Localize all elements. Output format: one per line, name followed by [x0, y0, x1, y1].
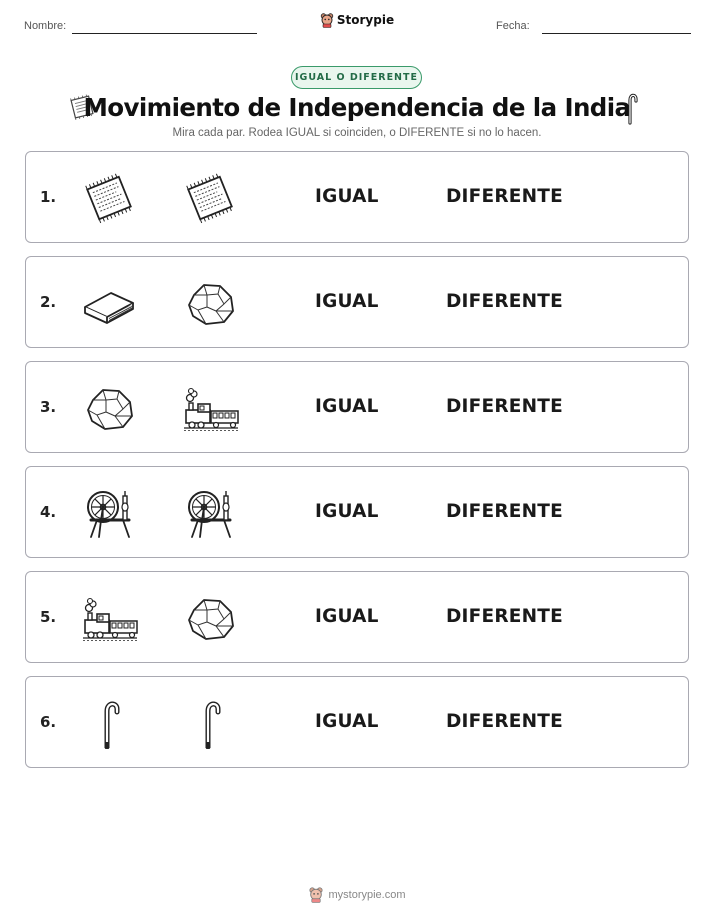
name-label: Nombre: — [24, 20, 67, 32]
option-same[interactable]: IGUAL — [315, 291, 379, 312]
walking-stick-icon — [180, 697, 240, 749]
option-same[interactable]: IGUAL — [315, 186, 379, 207]
rug-icon — [180, 172, 240, 224]
question-row — [25, 571, 689, 663]
option-same[interactable]: IGUAL — [315, 501, 379, 522]
name-line[interactable] — [72, 33, 257, 34]
rock-icon — [180, 592, 240, 644]
train-icon — [180, 382, 240, 434]
option-different[interactable]: DIFERENTE — [446, 711, 563, 732]
option-different[interactable]: DIFERENTE — [446, 186, 563, 207]
question-row — [25, 466, 689, 558]
option-different[interactable]: DIFERENTE — [446, 291, 563, 312]
brand — [0, 12, 714, 28]
book-icon — [79, 277, 139, 329]
question-row — [25, 361, 689, 453]
date-label: Fecha: — [496, 20, 530, 32]
question-number: 1. — [40, 188, 57, 206]
question-number: 5. — [40, 608, 57, 626]
footer-url[interactable]: mystorypie.com — [328, 888, 406, 901]
question-row — [25, 151, 689, 243]
train-icon — [79, 592, 139, 644]
walking-stick-icon — [79, 697, 139, 749]
page-title: Movimiento de Independencia de la India — [83, 93, 631, 122]
storypie-footer-logo-icon — [308, 886, 324, 903]
footer — [0, 886, 714, 903]
walking-stick-icon — [622, 91, 640, 129]
question-number: 6. — [40, 713, 57, 731]
storypie-logo-icon — [320, 12, 334, 28]
rug-icon — [79, 172, 139, 224]
question-number: 2. — [40, 293, 57, 311]
question-number: 3. — [40, 398, 57, 416]
brand-name: Storypie — [336, 13, 395, 27]
instructions: Mira cada par. Rodea IGUAL si coinciden, o DIFERENTE si no lo hacen. — [172, 127, 542, 139]
spinning-wheel-icon — [180, 487, 240, 539]
date-line[interactable] — [542, 33, 691, 34]
question-row — [25, 676, 689, 768]
option-different[interactable]: DIFERENTE — [446, 501, 563, 522]
question-number: 4. — [40, 503, 57, 521]
option-different[interactable]: DIFERENTE — [446, 606, 563, 627]
option-same[interactable]: IGUAL — [315, 396, 379, 417]
rock-icon — [180, 277, 240, 329]
option-different[interactable]: DIFERENTE — [446, 396, 563, 417]
spinning-wheel-icon — [79, 487, 139, 539]
question-row — [25, 256, 689, 348]
rock-icon — [79, 382, 139, 434]
option-same[interactable]: IGUAL — [315, 606, 379, 627]
option-same[interactable]: IGUAL — [315, 711, 379, 732]
worksheet-type-badge: IGUAL O DIFERENTE — [291, 66, 422, 89]
